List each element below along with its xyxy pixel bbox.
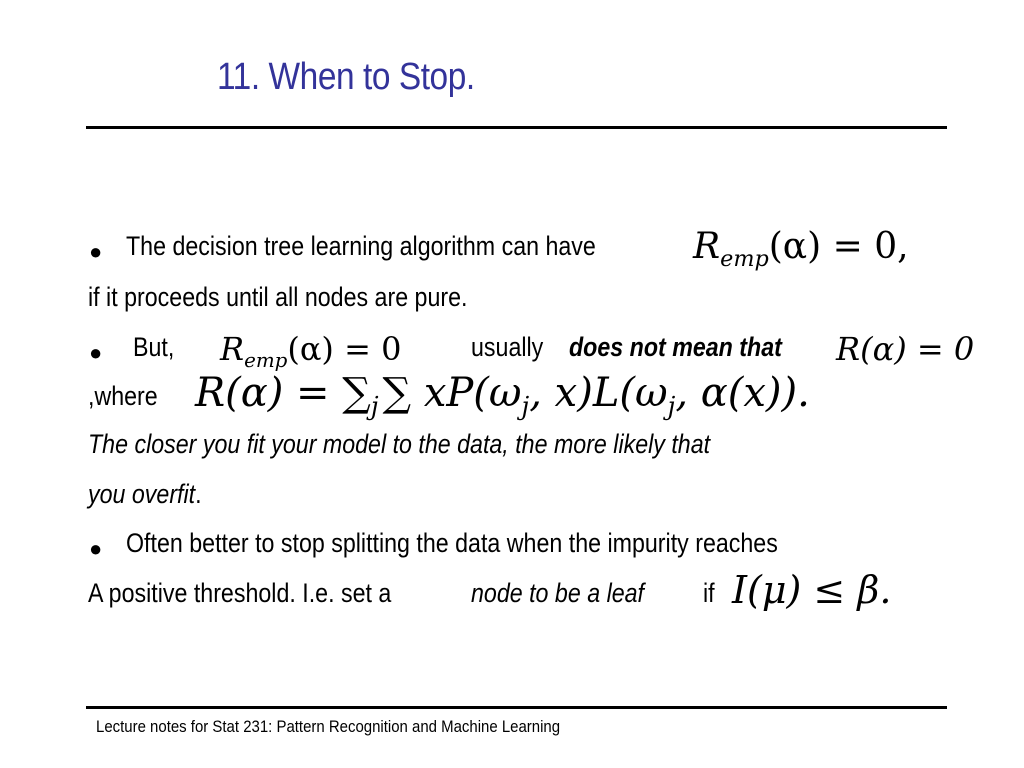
line8-italic: node to be a leaf: [471, 578, 645, 608]
line3-formula-r: R(α) = 0: [836, 330, 975, 368]
bullet-icon: ●: [89, 536, 103, 561]
footer-divider: [86, 706, 947, 709]
line4-where: ,where: [88, 381, 158, 411]
bullet-icon: ●: [89, 239, 103, 264]
slide-title: 11. When to Stop.: [217, 56, 475, 98]
line3-emphasis: does not mean that: [569, 332, 782, 362]
line5-italic: The closer you fit your model to the data, the more likely that: [88, 429, 711, 459]
line2-text: if it proceeds until all nodes are pure.: [88, 282, 468, 312]
footer-text: Lecture notes for Stat 231: Pattern Recognition and Machine Learning: [96, 717, 561, 736]
line8-text: A positive threshold. I.e. set a: [88, 578, 392, 608]
line1-formula: $R_{emp}(\alpha) = 0$,: [693, 226, 909, 272]
bullet-icon: ●: [89, 340, 103, 365]
leaf-condition-formula: I(μ) ≤ β.: [732, 568, 892, 612]
line3-formula-remp: $R_{emp}(\alpha) = 0$: [220, 330, 402, 372]
line3-but: But,: [133, 332, 175, 362]
title-divider: [86, 126, 947, 129]
line1-text: The decision tree learning algorithm can have: [126, 231, 596, 261]
line8-if: if: [703, 578, 715, 608]
line3-usually: usually: [471, 332, 544, 362]
line6: you overfit.: [88, 479, 202, 509]
line7-text: Often better to stop splitting the data when the impurity reaches: [126, 528, 778, 558]
risk-formula: $R(\alpha) = \sum_j$ ∑ $xP(\omega_j$, $x)L(\omega_j$, α(x)).: [195, 370, 810, 421]
